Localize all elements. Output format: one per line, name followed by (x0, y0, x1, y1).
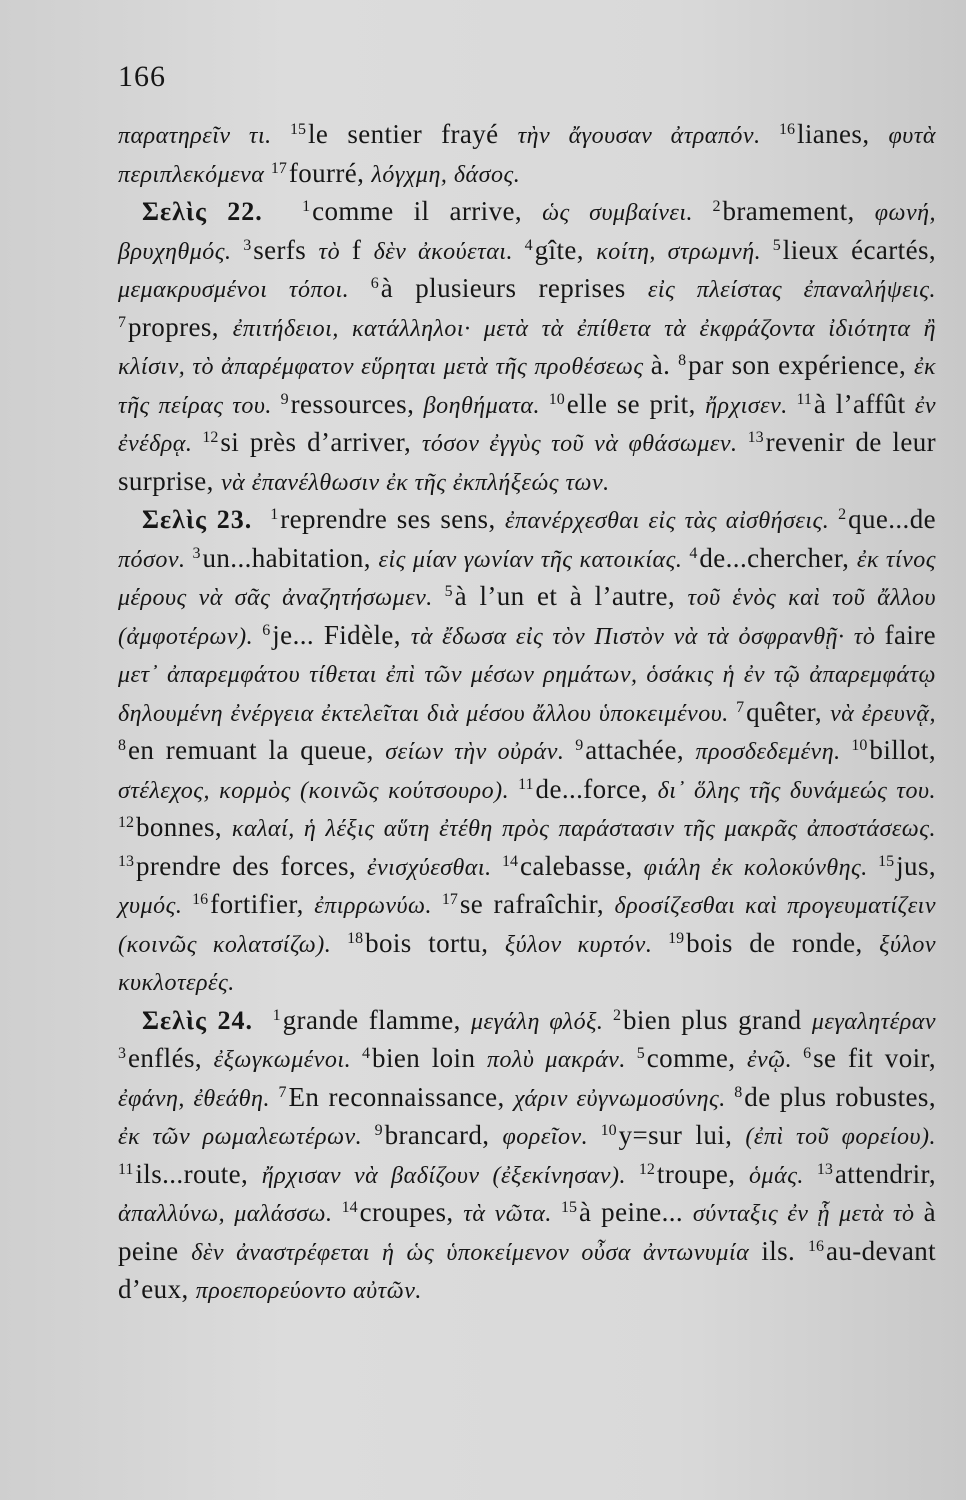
footnote-number: 1 (272, 1006, 281, 1024)
greek-gloss: φορεῖον. (502, 1124, 601, 1150)
section-heading: Σελὶς 23. (142, 505, 253, 534)
footnote-number: 4 (689, 544, 698, 562)
greek-gloss: ἐφάνη, ἐθεάθη. (118, 1085, 279, 1112)
footnote-number: 6 (370, 275, 379, 292)
french-term: y=sur lui, (618, 1120, 746, 1150)
french-term: calebasse, (519, 850, 644, 881)
greek-gloss: ἐκ τίνος μέρους νὰ σᾶς ἀναζητήσωμεν. (118, 546, 937, 611)
greek-gloss: ἐνῷ. (747, 1047, 804, 1073)
greek-gloss: ἐν ἐνέδρᾳ. (118, 392, 936, 457)
french-term: que...de (848, 504, 936, 534)
section-paragraph (118, 1002, 936, 1310)
greek-gloss: μετ᾽ ἀπαρεμφάτου τίθεται ἐπὶ τῶν μέσων ρημάτων, ὁσάκις ἡ ἐν τῷ ἀπαρεμφάτῳ δηλουμένη ἐνέργεια ἐκτελεῖται διὰ μέσου ἄλλου ὑποκειμένου. (118, 662, 936, 727)
greek-gloss: νὰ ἐρευνᾷ, (830, 700, 937, 727)
footnote-number: 6 (803, 1045, 812, 1062)
greek-gloss: δι᾽ ὅλης τῆς δυνάμεώς του. (657, 777, 936, 804)
section-heading: Σελὶς 22. (142, 197, 263, 226)
french-term: se fit voir, (813, 1043, 936, 1073)
french-term: de plus robustes, (744, 1081, 936, 1112)
footnote-number: 10 (548, 390, 565, 408)
greek-gloss: χάριν εὐγνωμοσύνης. (513, 1085, 735, 1112)
greek-gloss: φυτὰ περιπλεκόμενα (118, 123, 936, 188)
footnote-number: 2 (712, 198, 721, 215)
footnote-number: 4 (524, 236, 533, 254)
greek-gloss: τὴν ἄγουσαν ἀτραπόν. (517, 123, 779, 149)
french-term: à l’affût (813, 388, 915, 419)
footnote-number: 12 (202, 429, 219, 446)
footnote-number: 16 (778, 121, 795, 138)
footnote-number: 4 (362, 1045, 371, 1062)
footnote-number: 9 (374, 1122, 383, 1139)
footnote-number: 3 (192, 544, 201, 562)
footnote-number: 14 (501, 852, 518, 870)
french-term: bois tortu, (365, 927, 505, 958)
greek-gloss: τόσον ἐγγὺς τοῦ νὰ φθάσωμεν. (421, 431, 748, 457)
french-term: croupes, (359, 1197, 464, 1227)
greek-gloss: ἐκ τῆς πείρας του. (118, 354, 937, 419)
french-term: propres, (128, 311, 233, 342)
footnote-number: 8 (734, 1083, 743, 1101)
french-term: bois de ronde, (686, 927, 880, 958)
french-term: en remuant la queue, (128, 735, 386, 765)
french-term: gîte, (534, 234, 597, 265)
french-term: par son expérience, (688, 350, 915, 380)
greek-gloss: παρατηρεῖν τι. (118, 123, 291, 149)
footnote-number: 10 (600, 1122, 617, 1139)
french-term: attachée, (585, 735, 696, 765)
greek-gloss: (ἐπὶ τοῦ φορείου). (745, 1124, 936, 1150)
footnote-number: 7 (278, 1083, 287, 1101)
greek-gloss: δὲν ἀκούεται. (373, 238, 525, 265)
greek-gloss: ὁμάς. (749, 1162, 817, 1189)
greek-gloss: τὸ (318, 238, 352, 265)
greek-gloss: σείων τὴν οὐράν. (385, 739, 576, 765)
greek-gloss: μεγάλη φλόξ. (470, 1008, 613, 1035)
greek-gloss: φωνή, βρυχηθμός. (118, 200, 936, 265)
greek-gloss: σύνταξις ἐν ᾗ μετὰ τὸ (692, 1201, 924, 1227)
footnote-number: 11 (518, 775, 534, 793)
french-term: jus, (896, 850, 937, 881)
french-term: à. (650, 350, 679, 380)
section-paragraph (118, 501, 936, 1002)
greek-gloss: ξύλον κυρτόν. (504, 931, 669, 958)
french-term: à peine (118, 1197, 937, 1266)
footnote-number: 13 (747, 429, 764, 446)
greek-gloss: λόγχμη, δάσος. (371, 161, 521, 188)
french-term: bonnes, (136, 812, 232, 842)
greek-gloss: ἐπανέρχεσθαι εἰς τὰς αἰσθήσεις. (505, 508, 839, 534)
french-term: comme il arrive, (312, 196, 543, 226)
greek-gloss: τὰ νῶτα. (463, 1201, 562, 1227)
french-term: enflés, (128, 1043, 214, 1073)
french-term: faire (884, 619, 937, 650)
greek-gloss: ἀπαλλύνω, μαλάσσω. (118, 1201, 342, 1227)
greek-gloss: προσδεδεμένη. (695, 739, 852, 765)
footnote-number: 10 (851, 737, 868, 754)
french-term: lieux écartés, (782, 234, 937, 265)
footnote-number: 12 (638, 1160, 655, 1178)
french-term: elle se prit, (566, 388, 706, 419)
footnote-number: 8 (678, 352, 687, 369)
footnote-number: 5 (772, 236, 781, 254)
continuation-paragraph (118, 116, 936, 193)
footnote-number: 7 (736, 698, 745, 716)
footnote-number: 5 (444, 583, 453, 600)
footnote-number: 2 (838, 506, 847, 523)
footnote-number: 19 (668, 929, 685, 947)
greek-gloss: μεγαλητέραν (811, 1008, 936, 1035)
french-term: En reconnaissance, (288, 1081, 514, 1112)
footnote-number: 15 (878, 852, 895, 870)
greek-gloss: κοίτη, στρωμνή. (596, 238, 773, 265)
french-term: de...chercher, (699, 542, 857, 573)
footnote-number: 3 (118, 1045, 126, 1062)
french-term: à l’un et à l’autre, (454, 581, 688, 611)
greek-gloss: εἰς μίαν γωνίαν τῆς κατοικίας. (378, 546, 690, 573)
french-term: quêter, (746, 696, 831, 727)
footnote-number: 14 (341, 1199, 358, 1216)
greek-gloss: ἐξωγκωμένοι. (213, 1047, 363, 1073)
footnote-number: 15 (290, 121, 307, 138)
footnote-number: 8 (118, 737, 126, 754)
french-term: ils. (761, 1235, 808, 1266)
footnote-number: 1 (302, 198, 311, 215)
french-term: troupe, (656, 1158, 750, 1189)
french-term: un...habitation, (202, 542, 379, 573)
greek-gloss: δὲν ἀναστρέφεται ἡ ὡς ὑποκείμενον οὖσα ἀντωνυμία (191, 1239, 762, 1266)
greek-gloss: τὰ ἔδωσα εἰς τὸν Πιστὸν νὰ τὰ ὀσφρανθῇ· τὸ (410, 623, 885, 650)
footnote-number: 17 (270, 159, 287, 177)
french-term: brancard, (384, 1120, 503, 1150)
french-term: fortifier, (210, 889, 315, 919)
footnote-number: 13 (816, 1160, 833, 1178)
greek-gloss: ἐπιτήδειοι, κατάλληλοι· μετὰ τὰ ἐπίθετα τὰ ἐκφράζοντα ἰδιότητα ἢ κλίσιν, τὸ ἀπαρέμφατον εὕρηται μετὰ τῆς προθέσεως (118, 315, 936, 380)
footnote-number: 11 (118, 1160, 134, 1178)
french-term: bramement, (722, 196, 875, 226)
french-term: le sentier frayé (308, 119, 518, 149)
greek-gloss: δροσίζεσθαι καὶ προγευματίζειν (κοινῶς κολατσίζω). (118, 893, 936, 958)
greek-gloss: μεμακρυσμένοι τόποι. (118, 277, 371, 303)
greek-gloss: στέλεχος, κορμὸς (κοινῶς κούτσουρο). (118, 777, 519, 804)
french-term: bien loin (372, 1043, 487, 1073)
french-term: au-devant d’eux, (118, 1235, 937, 1304)
glossary-text (118, 116, 936, 1310)
french-term: se rafraîchir, (459, 889, 615, 919)
greek-gloss: νὰ ἐπανέλθωσιν ἐκ τῆς ἐκπλήξεώς των. (220, 469, 610, 496)
greek-gloss: χυμός. (118, 893, 193, 919)
section-paragraph (118, 193, 936, 501)
footnote-number: 18 (347, 929, 364, 947)
french-term: lianes, (796, 119, 889, 149)
footnote-number: 11 (796, 390, 812, 408)
footnote-number: 7 (118, 313, 126, 331)
greek-gloss: πολὺ μακράν. (486, 1047, 637, 1073)
french-term: ils...route, (135, 1158, 262, 1189)
footnote-number: 5 (636, 1045, 645, 1062)
greek-gloss: τοῦ ἑνὸς καὶ τοῦ ἄλλου (ἀμφοτέρων). (118, 585, 936, 650)
french-term: fourré, (288, 157, 372, 188)
greek-gloss: καλαί, ἡ λέξις αὕτη ἐτέθη πρὸς παράστασιν τῆς μακρᾶς ἀποστάσεως. (231, 816, 936, 842)
footnote-number: 16 (807, 1237, 824, 1255)
footnote-number: 9 (280, 390, 289, 408)
footnote-number: 3 (243, 236, 252, 254)
french-term: si près d’arriver, (220, 427, 422, 457)
french-term: revenir de leur surprise, (118, 427, 936, 496)
footnote-number: 6 (262, 621, 271, 639)
french-term: ressources, (290, 388, 424, 419)
footnote-number: 2 (612, 1006, 621, 1024)
greek-gloss: ξύλον κυκλοτερές. (118, 931, 937, 996)
french-term: bien plus grand (622, 1004, 812, 1035)
french-term: à plusieurs reprises (380, 273, 648, 303)
greek-gloss: πόσον. (118, 546, 193, 573)
greek-gloss: εἰς πλείστας ἐπαναλήψεις. (647, 277, 936, 303)
french-term: grande flamme, (282, 1004, 471, 1035)
footnote-number: 15 (561, 1199, 578, 1216)
greek-gloss: ἐπιρρωνύω. (314, 893, 442, 919)
page-number: 166 (118, 60, 166, 93)
french-term: je... Fidèle, (272, 619, 411, 650)
french-term: serfs (253, 234, 319, 265)
greek-gloss: προεπορεύοντο αὐτῶν. (195, 1278, 422, 1304)
greek-gloss: ἤρχισεν. (705, 392, 797, 419)
french-term: comme, (646, 1043, 748, 1073)
greek-gloss: ἐνισχύεσθαι. (367, 854, 502, 881)
french-term: prendre des forces, (136, 850, 368, 881)
french-term: f (351, 234, 374, 265)
french-term: de...force, (535, 773, 658, 804)
greek-gloss: βοηθήματα. (423, 392, 549, 419)
french-term: attendrir, (834, 1158, 936, 1189)
footnote-number: 17 (441, 891, 458, 908)
footnote-number: 1 (270, 506, 279, 523)
section-heading: Σελὶς 24. (142, 1005, 253, 1035)
french-term: reprendre ses sens, (280, 504, 506, 534)
greek-gloss: ἤρχισαν νὰ βαδίζουν (ἐξεκίνησαν). (261, 1162, 639, 1189)
footnote-number: 16 (192, 891, 209, 908)
footnote-number: 13 (118, 852, 134, 870)
footnote-number: 9 (575, 737, 584, 754)
greek-gloss: ἐκ τῶν ρωμαλεωτέρων. (118, 1124, 375, 1150)
french-term: billot, (869, 735, 936, 765)
greek-gloss: ὡς συμβαίνει. (542, 200, 713, 226)
footnote-number: 12 (118, 814, 134, 831)
french-term: à peine... (579, 1197, 693, 1227)
greek-gloss: φιάλη ἐκ κολοκύνθης. (643, 854, 879, 881)
